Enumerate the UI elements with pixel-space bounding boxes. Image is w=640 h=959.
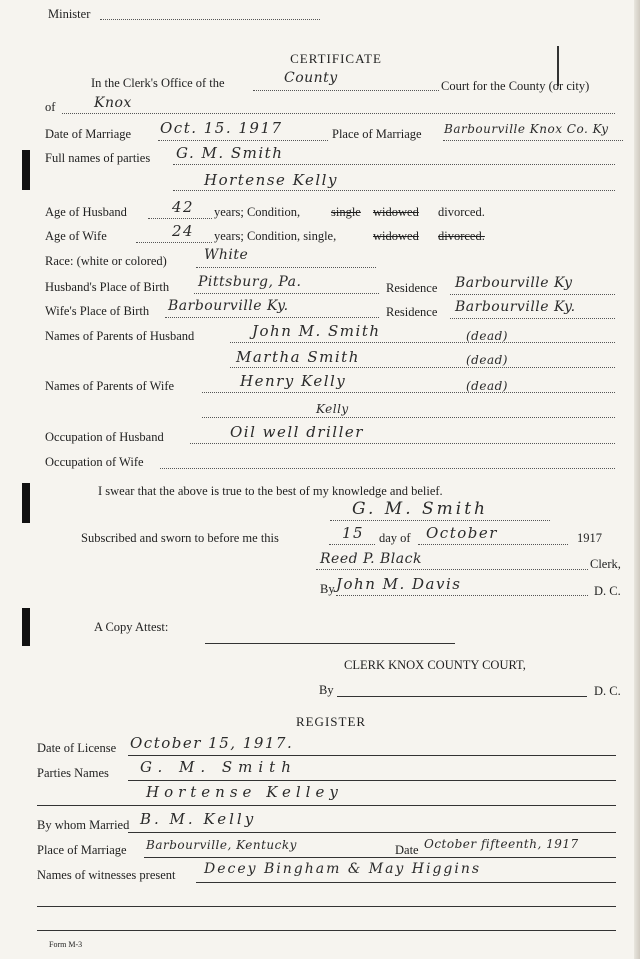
parent-h-1-line <box>230 342 615 343</box>
age-husband-label: Age of Husband <box>45 205 127 219</box>
register-title: REGISTER <box>295 714 367 729</box>
signature-line <box>330 520 550 521</box>
parents-husband-label: Names of Parents of Husband <box>45 329 195 343</box>
date-of-marriage-label: Date of Marriage <box>45 127 132 141</box>
certificate-title: CERTIFICATE <box>290 51 382 66</box>
register-parties-label: Parties Names <box>37 766 109 780</box>
deputy-line <box>336 595 588 596</box>
license-label: Date of License <box>37 741 117 755</box>
married-by-line <box>128 832 616 833</box>
age-wife-value: 24 <box>172 222 195 240</box>
parent-w-2-line <box>202 417 615 418</box>
parent-husband-1: John M. Smith <box>252 322 381 340</box>
register-party-2: Hortense Kelley <box>146 783 343 801</box>
parent-w-1-line <box>202 392 615 393</box>
age-husband-line <box>148 218 212 219</box>
parent-husband-1-note: (dead) <box>466 329 508 343</box>
register-party-2-line <box>37 805 616 806</box>
age-husband-suffix: years; Condition, <box>214 205 301 219</box>
age-wife-suffix: years; Condition, single, <box>214 229 337 243</box>
deputy-name: John M. Davis <box>336 575 462 593</box>
minister-label: Minister <box>48 7 91 21</box>
wife-residence-line <box>450 318 615 319</box>
blank-line-2 <box>37 930 616 931</box>
condition-single-struck: single <box>331 205 361 219</box>
clerk-name: Reed P. Black <box>320 551 422 567</box>
clerk-line <box>316 569 588 570</box>
place-of-marriage-value: Barbourville Knox Co. Ky <box>444 122 609 136</box>
of-value: Knox <box>94 95 132 111</box>
occupation-husband-line <box>190 443 615 444</box>
parties-label: Full names of parties <box>45 151 151 165</box>
license-value: October 15, 1917. <box>130 734 294 752</box>
race-label: Race: (white or colored) <box>45 254 167 268</box>
clerk-office-label: In the Clerk's Office of the <box>91 76 225 90</box>
day-value: 15 <box>342 524 365 542</box>
wife-birth-line <box>165 317 379 318</box>
parents-wife-label: Names of Parents of Wife <box>45 379 175 393</box>
wife-divorced-struck: divorced. <box>438 229 485 243</box>
form-number: Form M-3 <box>49 940 83 949</box>
page-edge-shadow <box>634 0 640 959</box>
husband-birth-line <box>194 293 379 294</box>
husband-residence-value: Barbourville Ky <box>455 275 573 291</box>
blank-line-1 <box>37 906 616 907</box>
party-2-line <box>173 190 615 191</box>
place-line <box>443 140 623 141</box>
race-value: White <box>204 247 249 263</box>
of-label: of <box>45 100 56 114</box>
year-value: 1917 <box>577 531 602 545</box>
subscribed-label: Subscribed and sworn to before me this <box>81 531 279 545</box>
witnesses-value: Decey Bingham & May Higgins <box>204 861 482 877</box>
husband-residence-label: Residence <box>386 281 438 295</box>
binding-mark <box>22 483 30 523</box>
wife-birth-value: Barbourville Ky. <box>168 298 289 314</box>
clerk-office-line <box>253 90 439 91</box>
parent-h-2-line <box>230 367 615 368</box>
occupation-husband-label: Occupation of Husband <box>45 430 164 444</box>
age-wife-line <box>136 242 212 243</box>
occupation-wife-line <box>160 468 615 469</box>
party-1-value: G. M. Smith <box>176 144 284 162</box>
dc2-label: D. C. <box>594 684 621 698</box>
copy-attest-line <box>205 643 455 644</box>
husband-birth-label: Husband's Place of Birth <box>45 280 170 294</box>
parent-husband-2-note: (dead) <box>466 353 508 367</box>
wife-residence-label: Residence <box>386 305 438 319</box>
clerk-label: Clerk, <box>590 557 621 571</box>
date-line <box>158 140 328 141</box>
age-husband-value: 42 <box>172 198 195 216</box>
wife-birth-label: Wife's Place of Birth <box>45 304 150 318</box>
dc-label: D. C. <box>594 584 621 598</box>
of-line <box>62 113 615 114</box>
witnesses-label: Names of witnesses present <box>37 868 176 882</box>
register-date-label: Date <box>395 843 419 857</box>
binding-mark <box>22 608 30 646</box>
clerk-knox-county: CLERK KNOX COUNTY COURT, <box>344 658 526 672</box>
married-by-label: By whom Married <box>37 818 130 832</box>
race-line <box>196 267 376 268</box>
condition-widowed-struck: widowed <box>373 205 419 219</box>
clerk-office-value: County <box>284 70 338 86</box>
license-line <box>128 755 616 756</box>
register-date-value: October fifteenth, 1917 <box>424 837 579 851</box>
day-line <box>329 544 375 545</box>
binding-mark <box>22 150 30 190</box>
register-place-label: Place of Marriage <box>37 843 127 857</box>
register-place-line <box>144 857 616 858</box>
register-party-1: G. M. Smith <box>140 758 297 776</box>
wife-widowed-struck: widowed <box>373 229 419 243</box>
husband-residence-line <box>450 294 615 295</box>
wife-residence-value: Barbourville Ky. <box>455 299 576 315</box>
parent-wife-1-note: (dead) <box>466 379 508 393</box>
by2-line <box>337 696 587 697</box>
day-of-label: day of <box>379 531 411 545</box>
oath-text: I swear that the above is true to the best of my knowledge and belief. <box>98 484 443 498</box>
by-label: By <box>320 582 335 596</box>
month-value: October <box>426 524 498 542</box>
occupation-husband-value: Oil well driller <box>230 423 364 441</box>
married-by-value: B. M. Kelly <box>140 810 257 828</box>
parent-wife-2: Kelly <box>316 402 349 416</box>
register-place-value: Barbourville, Kentucky <box>146 838 297 852</box>
occupation-wife-label: Occupation of Wife <box>45 455 144 469</box>
by2-label: By <box>319 683 334 697</box>
condition-divorced: divorced. <box>438 205 485 219</box>
affiant-signature: G. M. Smith <box>352 499 488 519</box>
party-1-line <box>173 164 615 165</box>
minister-line <box>100 19 320 20</box>
parent-husband-2: Martha Smith <box>236 348 360 366</box>
register-party-1-line <box>128 780 616 781</box>
place-of-marriage-label: Place of Marriage <box>332 127 422 141</box>
court-label: Court for the County (or city) <box>441 79 590 93</box>
witnesses-line <box>196 882 616 883</box>
party-2-value: Hortense Kelly <box>204 171 338 189</box>
age-wife-label: Age of Wife <box>45 229 107 243</box>
copy-attest-label: A Copy Attest: <box>94 620 169 634</box>
month-line <box>418 544 568 545</box>
date-of-marriage-value: Oct. 15. 1917 <box>160 119 283 137</box>
parent-wife-1: Henry Kelly <box>240 372 347 390</box>
husband-birth-value: Pittsburg, Pa. <box>198 274 302 290</box>
